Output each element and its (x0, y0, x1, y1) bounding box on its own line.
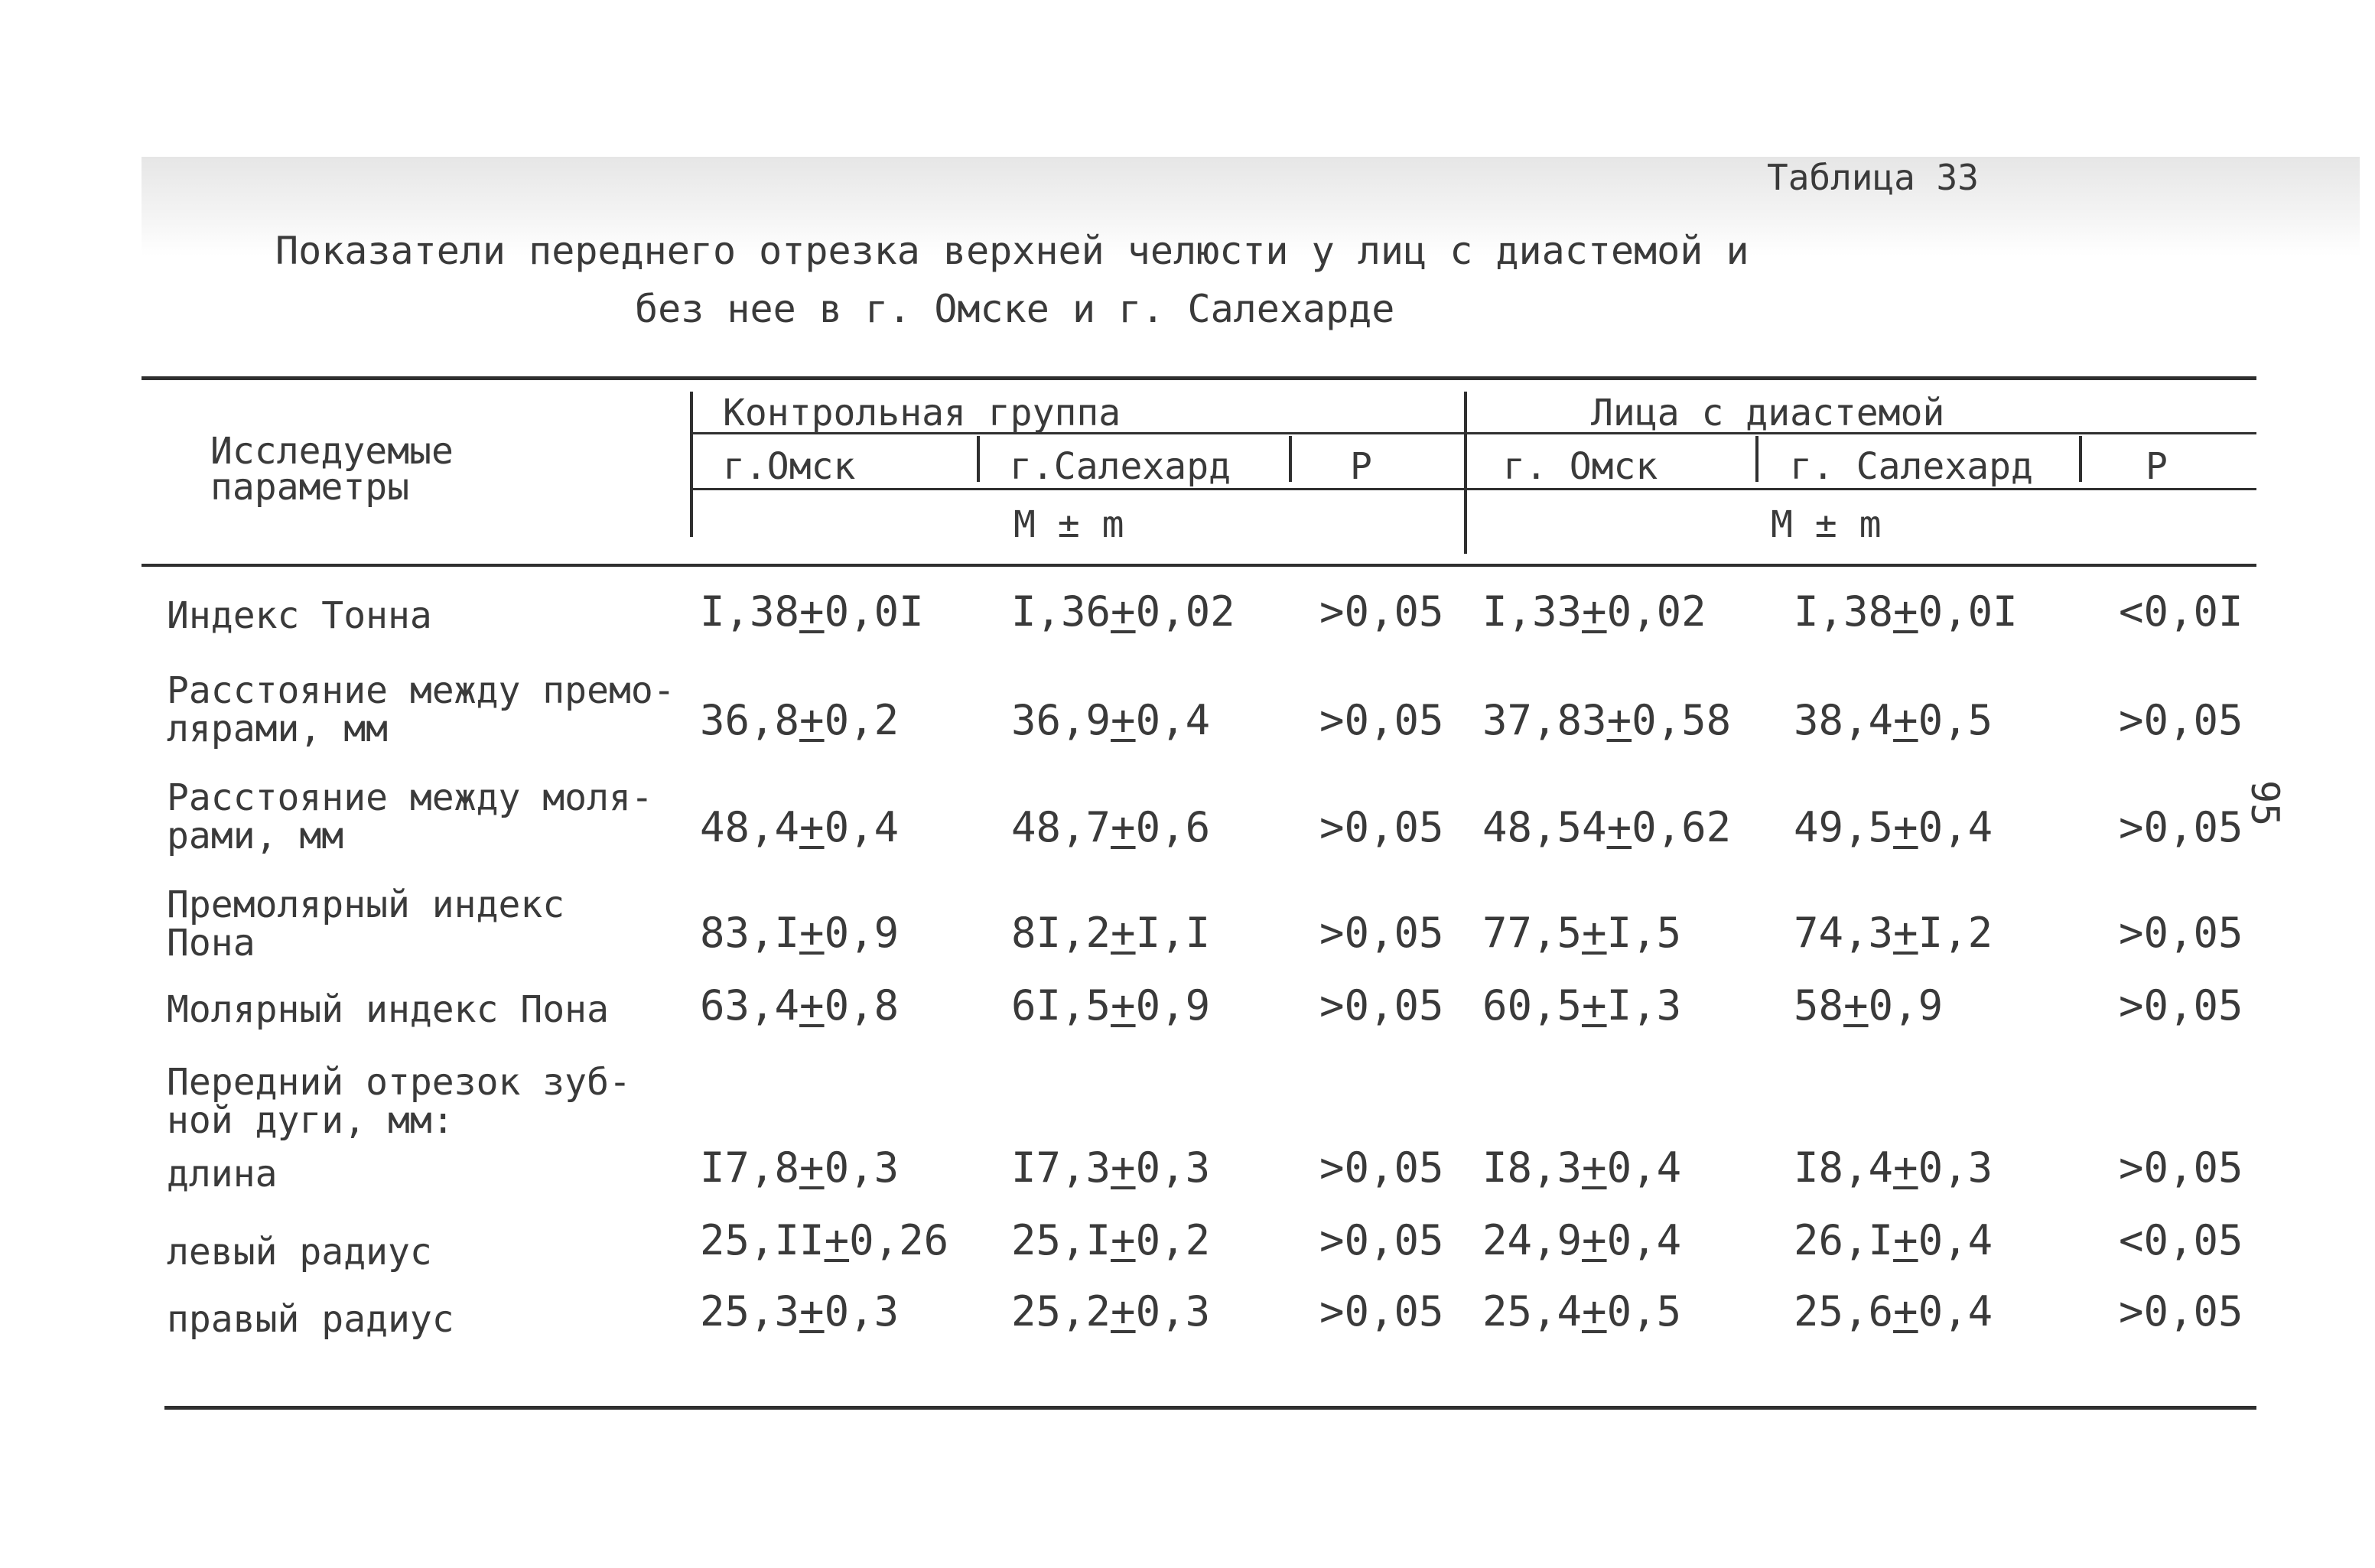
cell-diastema-omsk: 60,5+I,3 (1482, 981, 1682, 1030)
cell-p-diastema: >0,05 (2119, 909, 2243, 957)
subcol-under-rule (692, 488, 2256, 490)
cell-p-control: >0,05 (1319, 1216, 1444, 1264)
header-separator-sub3 (1755, 436, 1758, 482)
cell-diastema-salekhard: 49,5+0,4 (1794, 803, 1993, 851)
header-group-diastema: Лица с диастемой (1591, 392, 1945, 434)
cell-p-control: >0,05 (1319, 909, 1444, 957)
cell-control-salekhard: 8I,2+I,I (1011, 909, 1211, 957)
cell-p-control: >0,05 (1319, 803, 1444, 851)
cell-p-control: >0,05 (1319, 1143, 1444, 1192)
cell-p-diastema: >0,05 (2119, 696, 2243, 744)
row-param: Расстояние между премо- лярами, мм (167, 669, 675, 750)
header-col-p-diastema: P (2146, 445, 2168, 488)
page-number: 95 (2243, 780, 2287, 827)
header-stat-control: M ± m (1013, 503, 1124, 546)
cell-diastema-omsk: 37,83+0,58 (1482, 696, 1732, 744)
header-col-omsk-diastema: г. Омск (1503, 445, 1658, 488)
header-param-label-1: Исследуемые (210, 430, 454, 473)
cell-diastema-omsk: 48,54+0,62 (1482, 803, 1732, 851)
cell-diastema-salekhard: 25,6+0,4 (1794, 1287, 1993, 1335)
row-param: Молярный индекс Пона (167, 988, 609, 1031)
cell-control-omsk: I,38+0,0I (700, 587, 924, 636)
header-separator-sub2 (1289, 436, 1292, 482)
cell-control-omsk: 25,3+0,3 (700, 1287, 900, 1335)
header-bottom-rule (142, 564, 2256, 567)
cell-p-diastema: >0,05 (2119, 803, 2243, 851)
header-col-salekhard-control: г.Салехард (1010, 445, 1231, 488)
header-stat-diastema: M ± m (1771, 503, 1882, 546)
table-label: Таблица 33 (1767, 157, 1979, 198)
row-param: левый радиус (167, 1231, 432, 1274)
cell-control-salekhard: 6I,5+0,9 (1011, 981, 1211, 1030)
cell-p-diastema: <0,05 (2119, 1216, 2243, 1264)
row-param: Передний отрезок зуб- ной дуги, мм: (167, 1061, 631, 1142)
cell-control-salekhard: 48,7+0,6 (1011, 803, 1211, 851)
header-separator-mid (1464, 392, 1467, 554)
cell-diastema-salekhard: 58+0,9 (1794, 981, 1944, 1030)
header-separator-sub4 (2079, 436, 2082, 482)
cell-control-salekhard: I7,3+0,3 (1011, 1143, 1211, 1192)
header-col-salekhard-diastema: г. Салехард (1790, 445, 2033, 488)
cell-control-omsk: 48,4+0,4 (700, 803, 900, 851)
header-separator-left (690, 392, 693, 537)
cell-control-omsk: 36,8+0,2 (700, 696, 900, 744)
cell-control-salekhard: 25,2+0,3 (1011, 1287, 1211, 1335)
cell-diastema-salekhard: 74,3+I,2 (1794, 909, 1993, 957)
row-param: длина (167, 1153, 278, 1196)
cell-p-diastema: <0,0I (2119, 587, 2243, 636)
cell-control-salekhard: 25,I+0,2 (1011, 1216, 1211, 1264)
cell-diastema-omsk: 24,9+0,4 (1482, 1216, 1682, 1264)
cell-p-diastema: >0,05 (2119, 1143, 2243, 1192)
cell-p-control: >0,05 (1319, 1287, 1444, 1335)
title-line-1: Показатели переднего отрезка верхней челюсти у лиц с диастемой и (275, 229, 1749, 273)
title-line-2: без нее в г. Омске и г. Салехарде (635, 287, 1395, 331)
row-param: Расстояние между моля- рами, мм (167, 776, 653, 857)
cell-diastema-salekhard: I8,4+0,3 (1794, 1143, 1993, 1192)
header-col-omsk-control: г.Омск (723, 445, 856, 488)
cell-control-omsk: 63,4+0,8 (700, 981, 900, 1030)
cell-diastema-salekhard: 38,4+0,5 (1794, 696, 1993, 744)
header-param-label-2: параметры (210, 466, 410, 509)
header-group-control: Контрольная группа (723, 392, 1121, 434)
row-param: правый радиус (167, 1298, 454, 1341)
cell-diastema-omsk: 25,4+0,5 (1482, 1287, 1682, 1335)
header-separator-sub1 (977, 436, 980, 482)
cell-diastema-salekhard: I,38+0,0I (1794, 587, 2018, 636)
cell-p-diastema: >0,05 (2119, 1287, 2243, 1335)
table-title (275, 222, 1749, 338)
cell-control-salekhard: I,36+0,02 (1011, 587, 1235, 636)
cell-p-diastema: >0,05 (2119, 981, 2243, 1030)
cell-p-control: >0,05 (1319, 587, 1444, 636)
cell-p-control: >0,05 (1319, 981, 1444, 1030)
cell-diastema-omsk: 77,5+I,5 (1482, 909, 1682, 957)
row-param: Премолярный индекс Пона (167, 883, 565, 965)
cell-diastema-salekhard: 26,I+0,4 (1794, 1216, 1993, 1264)
cell-control-omsk: I7,8+0,3 (700, 1143, 900, 1192)
header-col-p-control: P (1350, 445, 1372, 488)
table-top-rule (142, 376, 2256, 380)
cell-control-omsk: 83,I+0,9 (700, 909, 900, 957)
cell-control-salekhard: 36,9+0,4 (1011, 696, 1211, 744)
cell-p-control: >0,05 (1319, 696, 1444, 744)
cell-diastema-omsk: I8,3+0,4 (1482, 1143, 1682, 1192)
table-bottom-rule (164, 1406, 2256, 1410)
row-param: Индекс Тонна (167, 594, 432, 637)
cell-control-omsk: 25,II+0,26 (700, 1216, 949, 1264)
cell-diastema-omsk: I,33+0,02 (1482, 587, 1706, 636)
